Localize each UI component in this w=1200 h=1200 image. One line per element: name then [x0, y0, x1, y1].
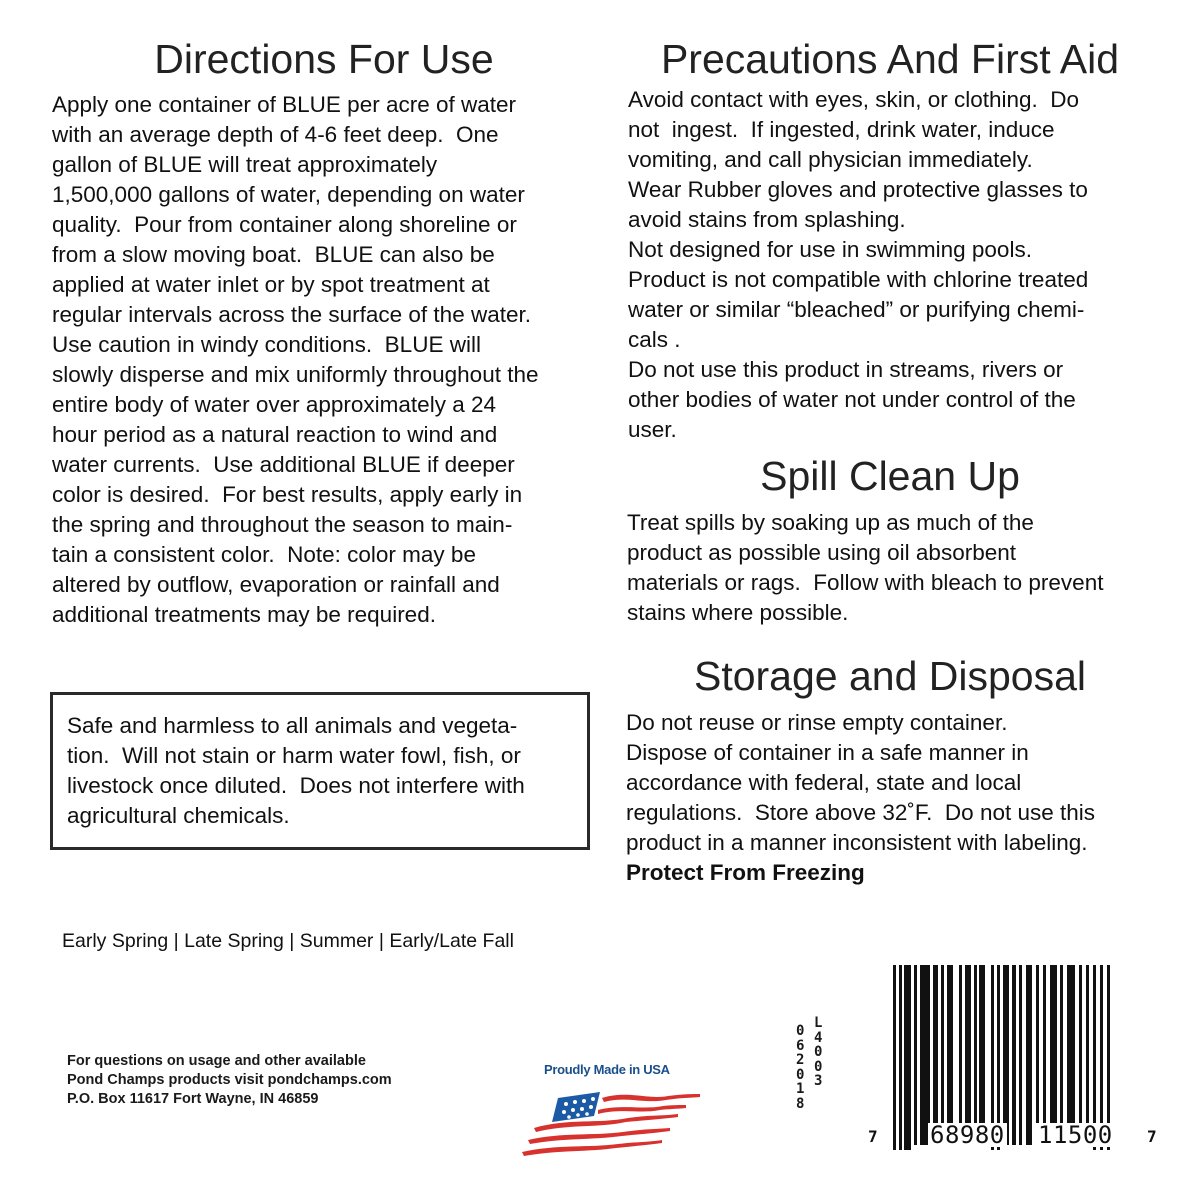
barcode-number-system-digit: 7: [868, 1127, 878, 1146]
text-line: stains where possible.: [627, 600, 849, 625]
text-line: water currents. Use additional BLUE if deeper: [52, 452, 515, 477]
text-line: vomiting, and call physician immediately.: [628, 147, 1033, 172]
text-line: livestock once diluted. Does not interfere with: [67, 773, 525, 798]
text-line: additional treatments may be required.: [52, 602, 436, 627]
text-line: color is desired. For best results, apply early in: [52, 482, 523, 507]
lot-char: 6: [796, 1037, 805, 1054]
text-line: Treat spills by soaking up as much of the: [627, 510, 1034, 535]
text-line: entire body of water over approximately a 24: [52, 392, 496, 417]
text-line: materials or rags. Follow with bleach to prevent: [627, 570, 1104, 595]
text-line: Wear Rubber gloves and protective glasses to: [628, 177, 1088, 202]
text-line: Not designed for use in swimming pools.: [628, 237, 1032, 262]
text-line: For questions on usage and other available: [67, 1053, 366, 1069]
text-line: Do not use this product in streams, rivers or: [628, 357, 1064, 382]
lot-char: 8: [796, 1095, 805, 1112]
text-line: regulations. Store above 32˚F. Do not use this: [626, 800, 1096, 825]
text-line: avoid stains from splashing.: [628, 207, 906, 232]
lot-char: 0: [814, 1058, 823, 1075]
spill-heading: Spill Clean Up: [760, 453, 1020, 499]
barcode-product-code: 11500: [1038, 1121, 1113, 1149]
made-in-usa-label: Proudly Made in USA: [544, 1062, 670, 1077]
freeze-warning: Protect From Freezing: [626, 860, 865, 885]
lot-char: 4: [814, 1029, 823, 1046]
barcode-check-digit: 7: [1147, 1127, 1157, 1146]
lot-char: 0: [796, 1066, 805, 1083]
lot-code-date: [796, 1024, 804, 1111]
text-line: Apply one container of BLUE per acre of water: [52, 92, 517, 117]
lot-char: 0: [796, 1023, 805, 1039]
text-line: Pond Champs products visit pondchamps.com: [67, 1072, 392, 1088]
directions-heading: Directions For Use: [154, 36, 494, 82]
storage-body: [626, 708, 1186, 888]
precautions-body: [628, 85, 1188, 445]
text-line: water or similar “bleached” or purifying chemi-: [628, 297, 1085, 322]
text-line: product in a manner inconsistent with labeling.: [626, 830, 1088, 855]
text-line: tain a consistent color. Note: color may be: [52, 542, 476, 567]
text-line: from a slow moving boat. BLUE can also be: [52, 242, 495, 267]
contact-info: [67, 1052, 392, 1109]
text-line: accordance with federal, state and local: [626, 770, 1022, 795]
text-line: gallon of BLUE will treat approximately: [52, 152, 438, 177]
lot-code-number: [814, 1016, 822, 1089]
text-line: tion. Will not stain or harm water fowl, fish, or: [67, 743, 521, 768]
lot-char: 0: [814, 1044, 823, 1060]
application-seasons: Early Spring | Late Spring | Summer | Early/Late Fall: [62, 930, 514, 952]
text-line: other bodies of water not under control of the: [628, 387, 1076, 412]
spill-body: [627, 508, 1187, 628]
text-line: Product is not compatible with chlorine treated: [628, 267, 1089, 292]
barcode-manufacturer-code: 68980: [930, 1121, 1005, 1149]
text-line: not ingest. If ingested, drink water, induce: [628, 117, 1055, 142]
text-line: hour period as a natural reaction to wind and: [52, 422, 498, 447]
text-line: with an average depth of 4-6 feet deep. One: [52, 122, 499, 147]
storage-heading: Storage and Disposal: [693, 653, 1087, 699]
text-line: the spring and throughout the season to main-: [52, 512, 513, 537]
text-line: Safe and harmless to all animals and vegeta-: [67, 713, 518, 738]
text-line: product as possible using oil absorbent: [627, 540, 1016, 565]
made-in-usa-badge: [518, 1060, 718, 1160]
lot-code: [796, 1015, 832, 1134]
upc-barcode: [860, 960, 1180, 1160]
precautions-heading: Precautions And First Aid: [660, 36, 1120, 82]
text-line: regular intervals across the surface of the water.: [52, 302, 531, 327]
text-line: applied at water inlet or by spot treatment at: [52, 272, 490, 297]
text-line: agricultural chemicals.: [67, 803, 290, 828]
lot-char: 3: [814, 1073, 823, 1089]
text-line: slowly disperse and mix uniformly throughout the: [52, 362, 539, 387]
text-line: Dispose of container in a safe manner in: [626, 740, 1029, 765]
safety-notice-box: [50, 692, 590, 850]
directions-body: [52, 90, 612, 630]
text-line: altered by outflow, evaporation or rainfall and: [52, 572, 500, 597]
text-line: Avoid contact with eyes, skin, or clothing. Do: [628, 87, 1080, 112]
text-line: 1,500,000 gallons of water, depending on water: [52, 182, 525, 207]
text-line: cals .: [628, 327, 681, 352]
lot-char: L: [814, 1015, 823, 1031]
us-flag-icon: [518, 1088, 718, 1158]
text-line: user.: [628, 417, 677, 442]
lot-char: 2: [796, 1052, 805, 1068]
text-line: quality. Pour from container along shoreline or: [52, 212, 517, 237]
lot-char: 1: [796, 1081, 805, 1097]
text-line: Use caution in windy conditions. BLUE will: [52, 332, 481, 357]
text-line: Do not reuse or rinse empty container.: [626, 710, 1008, 735]
text-line: P.O. Box 11617 Fort Wayne, IN 46859: [67, 1091, 319, 1107]
